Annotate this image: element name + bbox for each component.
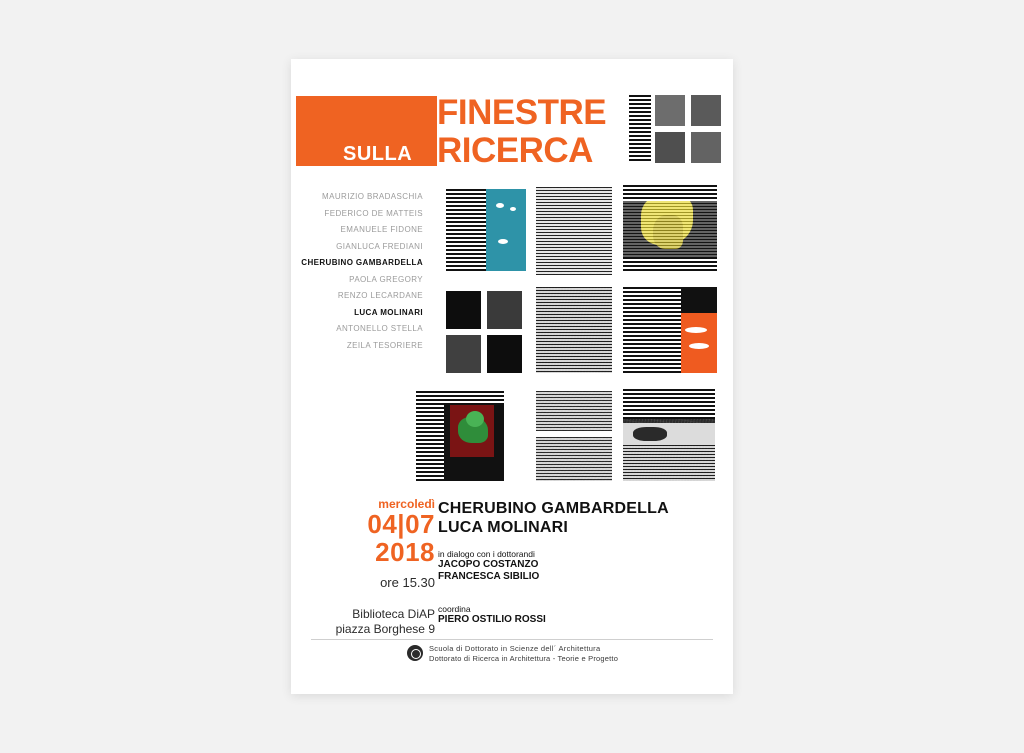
blinds-texture [623, 287, 681, 373]
header-blinds-graphic [629, 95, 651, 163]
artwork-thumbnail-5 [536, 287, 612, 373]
coordina-name: PIERO OSTILIO ROSSI [438, 614, 546, 625]
venue-line-1: Biblioteca DiAP [352, 607, 435, 621]
footer-text [429, 644, 618, 664]
header-window-graphic [655, 95, 721, 163]
list-item: EMANUELE FIDONE [340, 225, 423, 234]
artwork-thumbnail-3 [623, 185, 717, 273]
event-venue [307, 607, 435, 637]
list-item: MAURIZIO BRADASCHIA [322, 192, 423, 201]
list-item: RENZO LECARDANE [337, 291, 423, 300]
list-item: FEDERICO DE MATTEIS [324, 208, 423, 218]
coordina-label: coordina [438, 604, 471, 614]
window-pane [655, 95, 685, 126]
teal-panel [486, 189, 526, 271]
participants-list [291, 189, 441, 354]
dialogo-name: FRANCESCA SIBILIO [438, 571, 540, 582]
header-sulla-text: SULLA [343, 143, 413, 165]
artwork-thumbnail-2 [536, 187, 612, 275]
artwork-thumbnail-1 [446, 189, 526, 271]
window-pane [691, 132, 721, 163]
footer-line-1: Scuola di Dottorato in Scienze dell´ Architettura [429, 644, 601, 653]
list-item: ANTONELLO STELLA [336, 324, 423, 333]
list-item: ZEILA TESORIERE [346, 340, 423, 350]
dialogo-label: in dialogo con i dottorandi [438, 549, 535, 559]
list-item: PAOLA GREGORY [349, 274, 423, 284]
artwork-thumbnail-8 [536, 391, 612, 481]
venue-line-2: piazza Borghese 9 [335, 622, 435, 636]
orange-panel [681, 287, 717, 373]
artwork-thumbnail-7 [416, 391, 504, 481]
list-item: CHERUBINO GAMBARDELLA [301, 258, 423, 267]
speaker-name: CHERUBINO GAMBARDELLA [438, 500, 669, 517]
artwork-thumbnail-4 [446, 291, 522, 373]
footer-line-2: Dottorato di Ricerca in Architettura - Teorie e Progetto [429, 654, 619, 663]
header-title-line1: FINESTRE [437, 93, 607, 132]
window-pane [691, 95, 721, 126]
university-seal-icon [407, 645, 423, 661]
blinds-overlay [536, 287, 612, 373]
list-item: GIANLUCA FREDIANI [336, 241, 423, 251]
speaker-name: LUCA MOLINARI [438, 519, 568, 536]
footer-divider [311, 639, 713, 640]
artwork-thumbnail-6 [623, 287, 717, 373]
blinds-texture [416, 391, 444, 481]
blinds-overlay [536, 187, 612, 275]
artwork-thumbnail-9 [623, 389, 715, 481]
header-title-line2: RICERCA [437, 131, 593, 170]
poster-sheet [291, 59, 733, 694]
event-time: ore 15.30 [380, 575, 435, 590]
event-date-year: 2018 [375, 537, 435, 567]
window-pane [655, 132, 685, 163]
dialogo-names [438, 559, 539, 583]
event-date-day: 04|07 [367, 509, 435, 539]
dialogo-name: JACOPO COSTANZO [438, 559, 539, 570]
blinds-texture [446, 189, 486, 271]
list-item: LUCA MOLINARI [354, 307, 423, 317]
event-weekday: mercoledì [378, 497, 435, 511]
event-speakers [438, 499, 669, 537]
